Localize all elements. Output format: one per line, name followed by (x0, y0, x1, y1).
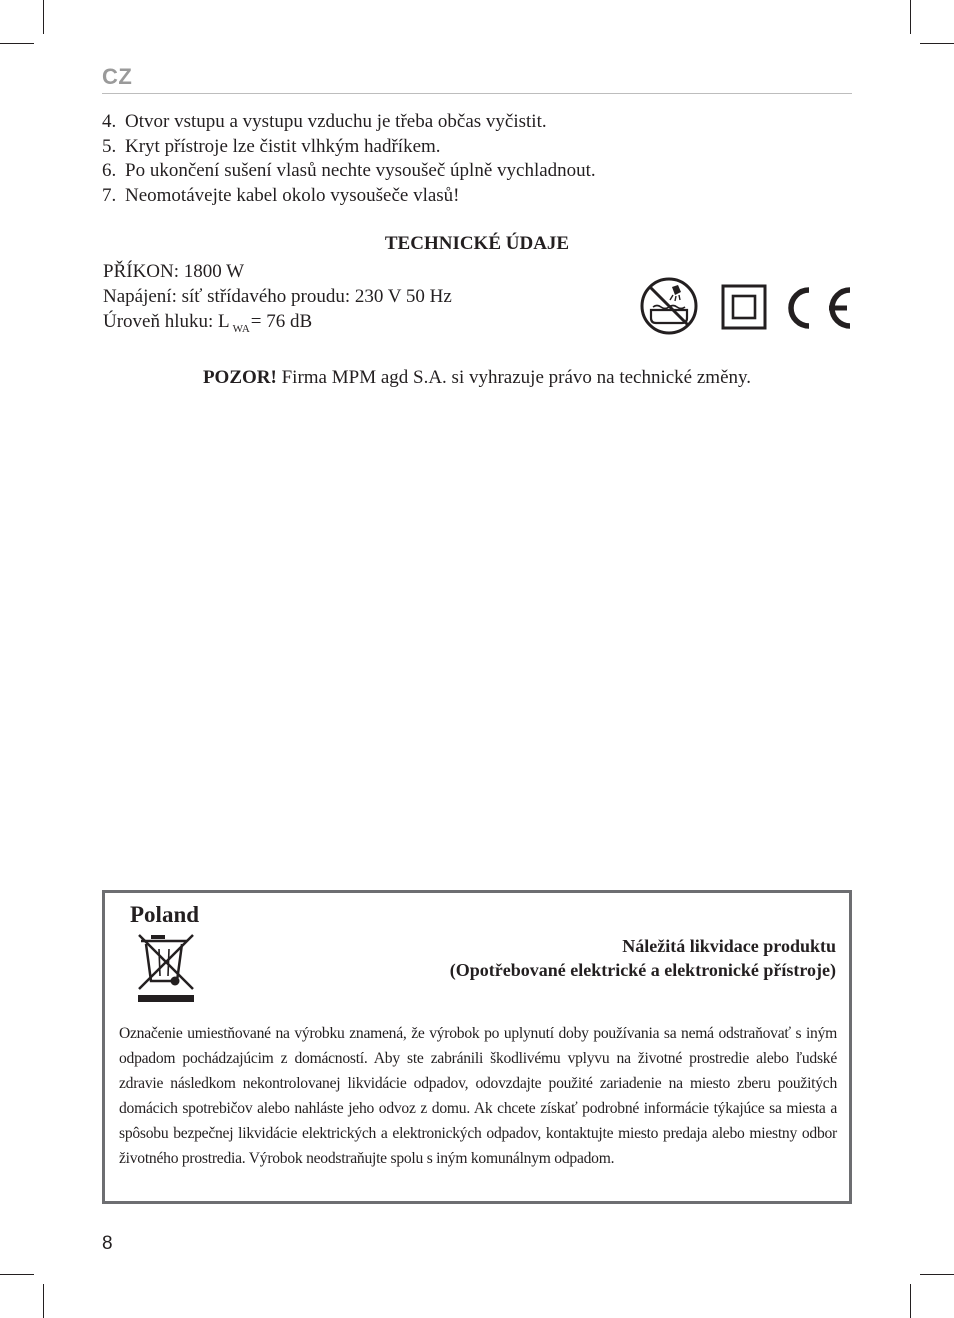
crop-mark (43, 1284, 44, 1318)
crop-mark (0, 1274, 34, 1275)
country-label: Poland (130, 902, 200, 927)
power-spec: PŘÍKON: 1800 W (103, 261, 245, 282)
warning-notice (102, 367, 852, 389)
disposal-info-box (102, 890, 852, 1204)
list-item-text: Neomotávejte kabel okolo vysoušeče vlasů! (125, 184, 460, 206)
supply-spec: Napájení: síť střídavého proudu: 230 V 50 Hz (103, 286, 452, 307)
crop-mark (910, 0, 911, 34)
header-divider (102, 93, 852, 94)
noise-label: Úroveň hluku: L (103, 311, 230, 332)
crop-mark (43, 0, 44, 34)
noise-value: = 76 dB (250, 311, 313, 332)
noise-spec (103, 311, 312, 335)
list-item-number: 7. (102, 184, 117, 206)
page-number: 8 (102, 1233, 113, 1254)
certification-symbols (639, 276, 852, 336)
list-item (102, 184, 596, 209)
crop-mark (920, 1274, 954, 1275)
list-item (102, 110, 596, 135)
crop-mark (910, 1284, 911, 1318)
ce-mark-icon (791, 290, 850, 326)
list-item-text: Po ukončení sušení vlasů nechte vysoušeč úplně vychladnout. (125, 160, 596, 181)
disposal-body-text: Označenie umiestňované na výrobku znamená, že výrobok po uplynutí doby používania sa nemá odstraňovať s iným odpadom pochádzajúcim z domácností. Aby ste zabránili škodlivému vplyvu na životné prostredie alebo ľudské zdravie následkom nekontrolovanej likvidácie odpadov, odovzdajte použité zariadenie na miesto zberu použitých domácich spotrebičov alebo nahláste jeho odvoz z domu. Ak chcete získať podrobné informácie týkajúce sa miesta a spôsobu bezpečnej likvidácie elektrických a elektronických odpadov, kontaktujte miesto predaja alebo miestny odbor životného prostredia. Výrobok neodstraňujte spolu s iným komunálnym odpadom. (119, 1025, 837, 1167)
disposal-title-line: Náležitá likvidace produktu (622, 936, 836, 956)
list-item-text: Otvor vstupu a vystupu vzduchu je třeba občas vyčistit. (125, 111, 547, 132)
technical-data-title: TECHNICKÉ ÚDAJE (384, 233, 570, 254)
list-item (102, 159, 596, 184)
warning-label: POZOR! (202, 367, 277, 388)
warning-text: Firma MPM agd S.A. si vyhrazuje právo na technické změny. (276, 367, 752, 388)
list-item (102, 135, 596, 160)
list-item-text: Kryt přístroje lze čistit vlhkým hadříkem. (125, 135, 441, 157)
list-item-number: 4. (102, 111, 117, 132)
class-ii-double-insulation-icon (723, 286, 765, 328)
maintenance-list (102, 110, 596, 208)
list-item-number: 5. (102, 135, 117, 157)
crossed-out-wheelie-bin-icon (135, 931, 197, 1003)
list-item-number: 6. (102, 160, 117, 181)
language-code: CZ (102, 64, 133, 89)
no-bath-water-icon (642, 279, 696, 333)
crop-mark (0, 43, 34, 44)
disposal-title-line: (Opotřebované elektrické a elektronické přístroje) (449, 960, 836, 980)
disposal-title (450, 934, 836, 982)
noise-subscript: WA (232, 323, 250, 335)
crop-mark (920, 43, 954, 44)
